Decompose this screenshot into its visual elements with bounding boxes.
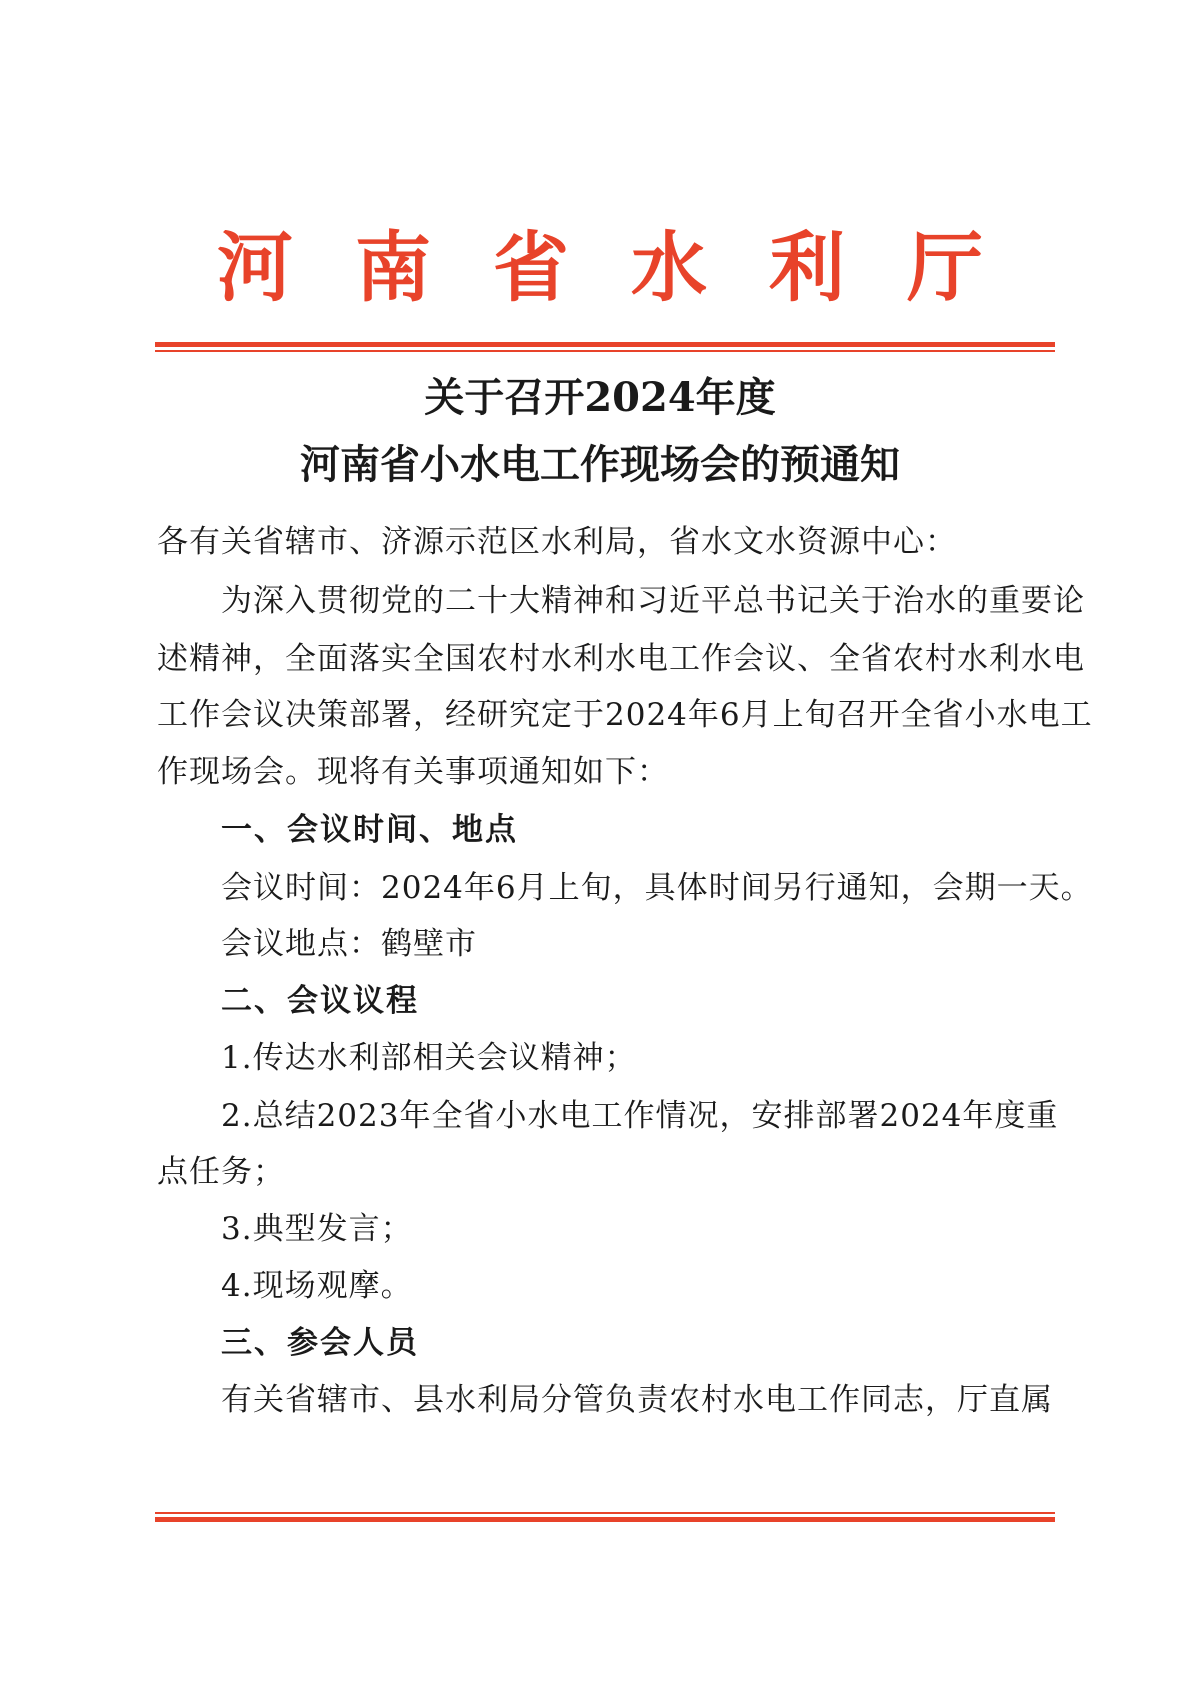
agenda-item-2-line-2: 点任务； — [157, 1154, 285, 1190]
agenda-item-3: 3.典型发言； — [221, 1211, 413, 1247]
meeting-time: 会议时间：2024年6月上旬，具体时间另行通知，会期一天。 — [221, 870, 1093, 906]
rule-thick-line — [155, 342, 1055, 347]
agenda-item-2-line-1: 2.总结2023年全省小水电工作情况，安排部署2024年度重 — [221, 1098, 1059, 1134]
letterhead-org-name: 河南省水利厅 — [217, 223, 1045, 312]
section-2-heading: 二、会议议程 — [221, 983, 419, 1019]
agenda-item-4: 4.现场观摩。 — [221, 1268, 413, 1304]
intro-paragraph-line: 为深入贯彻党的二十大精神和习近平总书记关于治水的重要论 — [221, 583, 1085, 619]
rule-thin-line — [155, 350, 1055, 352]
document-title-line-1: 关于召开2024年度 — [424, 374, 776, 421]
rule-thin-line — [155, 1512, 1055, 1514]
meeting-place: 会议地点：鹤壁市 — [221, 926, 477, 962]
salutation: 各有关省辖市、济源示范区水利局，省水文水资源中心： — [157, 524, 957, 560]
section-1-heading: 一、会议时间、地点 — [221, 812, 518, 848]
agenda-item-1: 1.传达水利部相关会议精神； — [221, 1040, 637, 1076]
section-3-heading: 三、参会人员 — [221, 1325, 419, 1361]
intro-paragraph-line: 作现场会。现将有关事项通知如下： — [157, 754, 669, 790]
rule-thick-line — [155, 1517, 1055, 1522]
attendees-text: 有关省辖市、县水利局分管负责农村水电工作同志，厅直属 — [221, 1382, 1053, 1418]
document-title-line-2: 河南省小水电工作现场会的预通知 — [300, 441, 900, 488]
letterhead-red-rule — [155, 342, 1055, 352]
footer-red-rule — [155, 1512, 1055, 1522]
intro-paragraph-line: 工作会议决策部署，经研究定于2024年6月上旬召开全省小水电工 — [157, 697, 1093, 733]
intro-paragraph-line: 述精神，全面落实全国农村水利水电工作会议、全省农村水利水电 — [157, 641, 1085, 677]
